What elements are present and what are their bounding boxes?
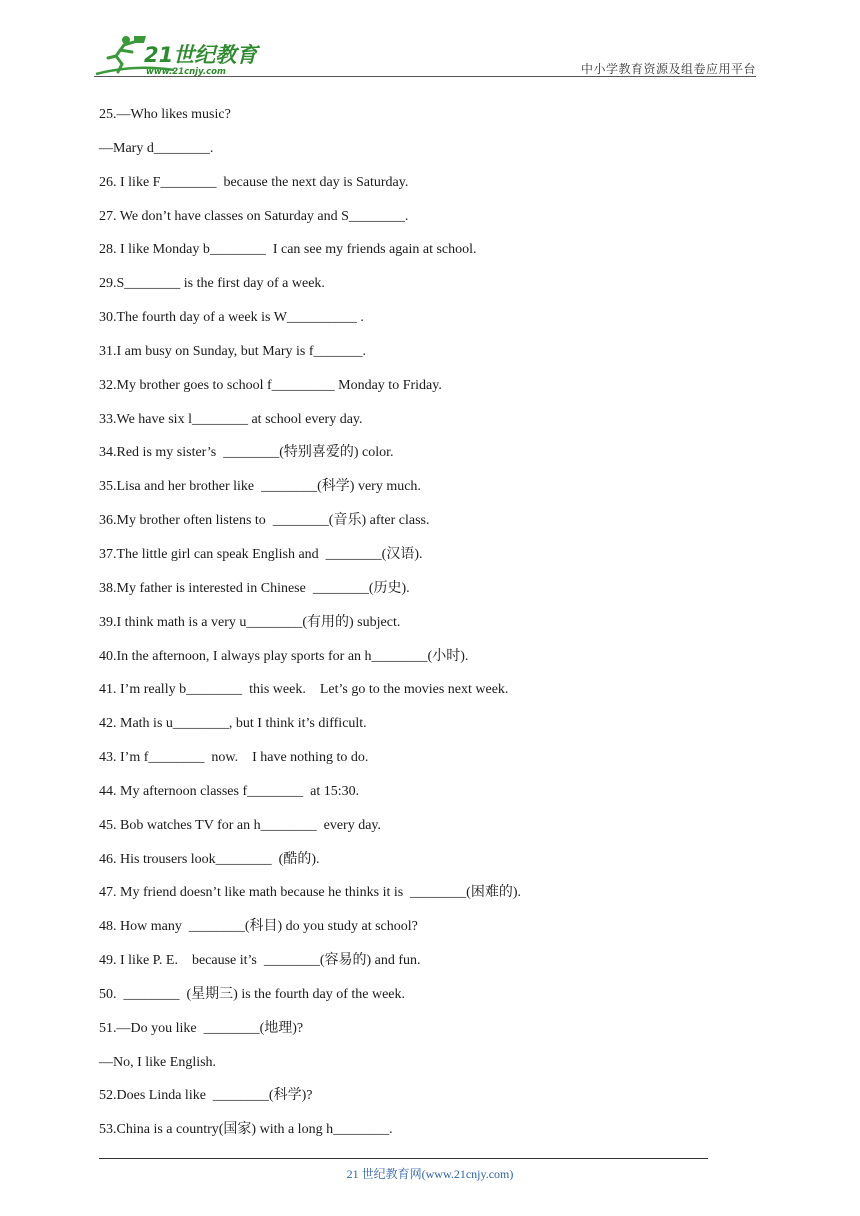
question-line: 25.—Who likes music? bbox=[99, 107, 231, 122]
question-list bbox=[99, 104, 779, 1153]
question-line: 38.My father is interested in Chinese ________(历史). bbox=[99, 580, 410, 596]
question-line: 36.My brother often listens to ________(音乐) after class. bbox=[99, 513, 430, 529]
question-line: 34.Red is my sister’s ________(特别喜爱的) color. bbox=[99, 445, 394, 461]
question-line: 52.Does Linda like ________(科学)? bbox=[99, 1088, 313, 1104]
question-line: 32.My brother goes to school f_________ Monday to Friday. bbox=[99, 377, 442, 393]
logo-url: www.21cnjy.com bbox=[146, 67, 226, 77]
question-line: 26. I like F________ because the next day is Saturday. bbox=[99, 174, 409, 190]
logo bbox=[94, 34, 264, 78]
question-line: 31.I am busy on Sunday, but Mary is f_______. bbox=[99, 343, 367, 359]
question-line: 33.We have six l________ at school every day. bbox=[99, 411, 363, 427]
footer-divider bbox=[99, 1158, 708, 1159]
page-header bbox=[0, 0, 860, 80]
question-line: 47. My friend doesn’t like math because he thinks it is ________(困难的). bbox=[99, 885, 522, 901]
question-line: 50. ________ (星期三) is the fourth day of the week. bbox=[99, 986, 405, 1002]
question-line: 39.I think math is a very u________(有用的) subject. bbox=[99, 614, 401, 630]
footer-text: 21 世纪教育网(www.21cnjy.com) bbox=[346, 1167, 514, 1181]
question-line: 42. Math is u________, but I think it’s difficult. bbox=[99, 716, 367, 732]
question-line: —Mary d________. bbox=[99, 140, 214, 156]
question-line: 51.—Do you like ________(地理)? bbox=[99, 1020, 304, 1036]
question-line: 45. Bob watches TV for an h________ every day. bbox=[99, 817, 382, 833]
question-line: 44. My afternoon classes f________ at 15:30. bbox=[99, 783, 360, 799]
question-line: 35.Lisa and her brother like ________(科学) very much. bbox=[99, 479, 421, 495]
question-line: 30.The fourth day of a week is W__________ . bbox=[99, 310, 364, 326]
question-line: 28. I like Monday b________ I can see my friends again at school. bbox=[99, 242, 477, 258]
question-line: 27. We don’t have classes on Saturday and S________. bbox=[99, 208, 409, 224]
header-platform-text: 中小学教育资源及组卷应用平台 bbox=[580, 62, 756, 76]
question-line: 43. I’m f________ now. I have nothing to do. bbox=[99, 750, 369, 766]
question-line: 48. How many ________(科目) do you study at school? bbox=[99, 919, 418, 935]
question-line: 37.The little girl can speak English and ________(汉语). bbox=[99, 546, 423, 562]
logo-flag bbox=[134, 36, 146, 43]
question-line: 49. I like P. E. because it’s ________(容易的) and fun. bbox=[99, 953, 421, 969]
question-line: 41. I’m really b________ this week. Let’s go to the movies next week. bbox=[99, 682, 509, 698]
logo-title: 21世纪教育 bbox=[144, 43, 258, 67]
question-line: 29.S________ is the first day of a week. bbox=[99, 276, 325, 292]
question-line: —No, I like English. bbox=[99, 1054, 217, 1070]
question-line: 53.China is a country(国家) with a long h________. bbox=[99, 1122, 393, 1138]
question-line: 46. His trousers look________ (酷的). bbox=[99, 851, 320, 867]
question-line: 40.In the afternoon, I always play sports for an h________(小时). bbox=[99, 648, 469, 664]
header-divider bbox=[94, 76, 756, 77]
